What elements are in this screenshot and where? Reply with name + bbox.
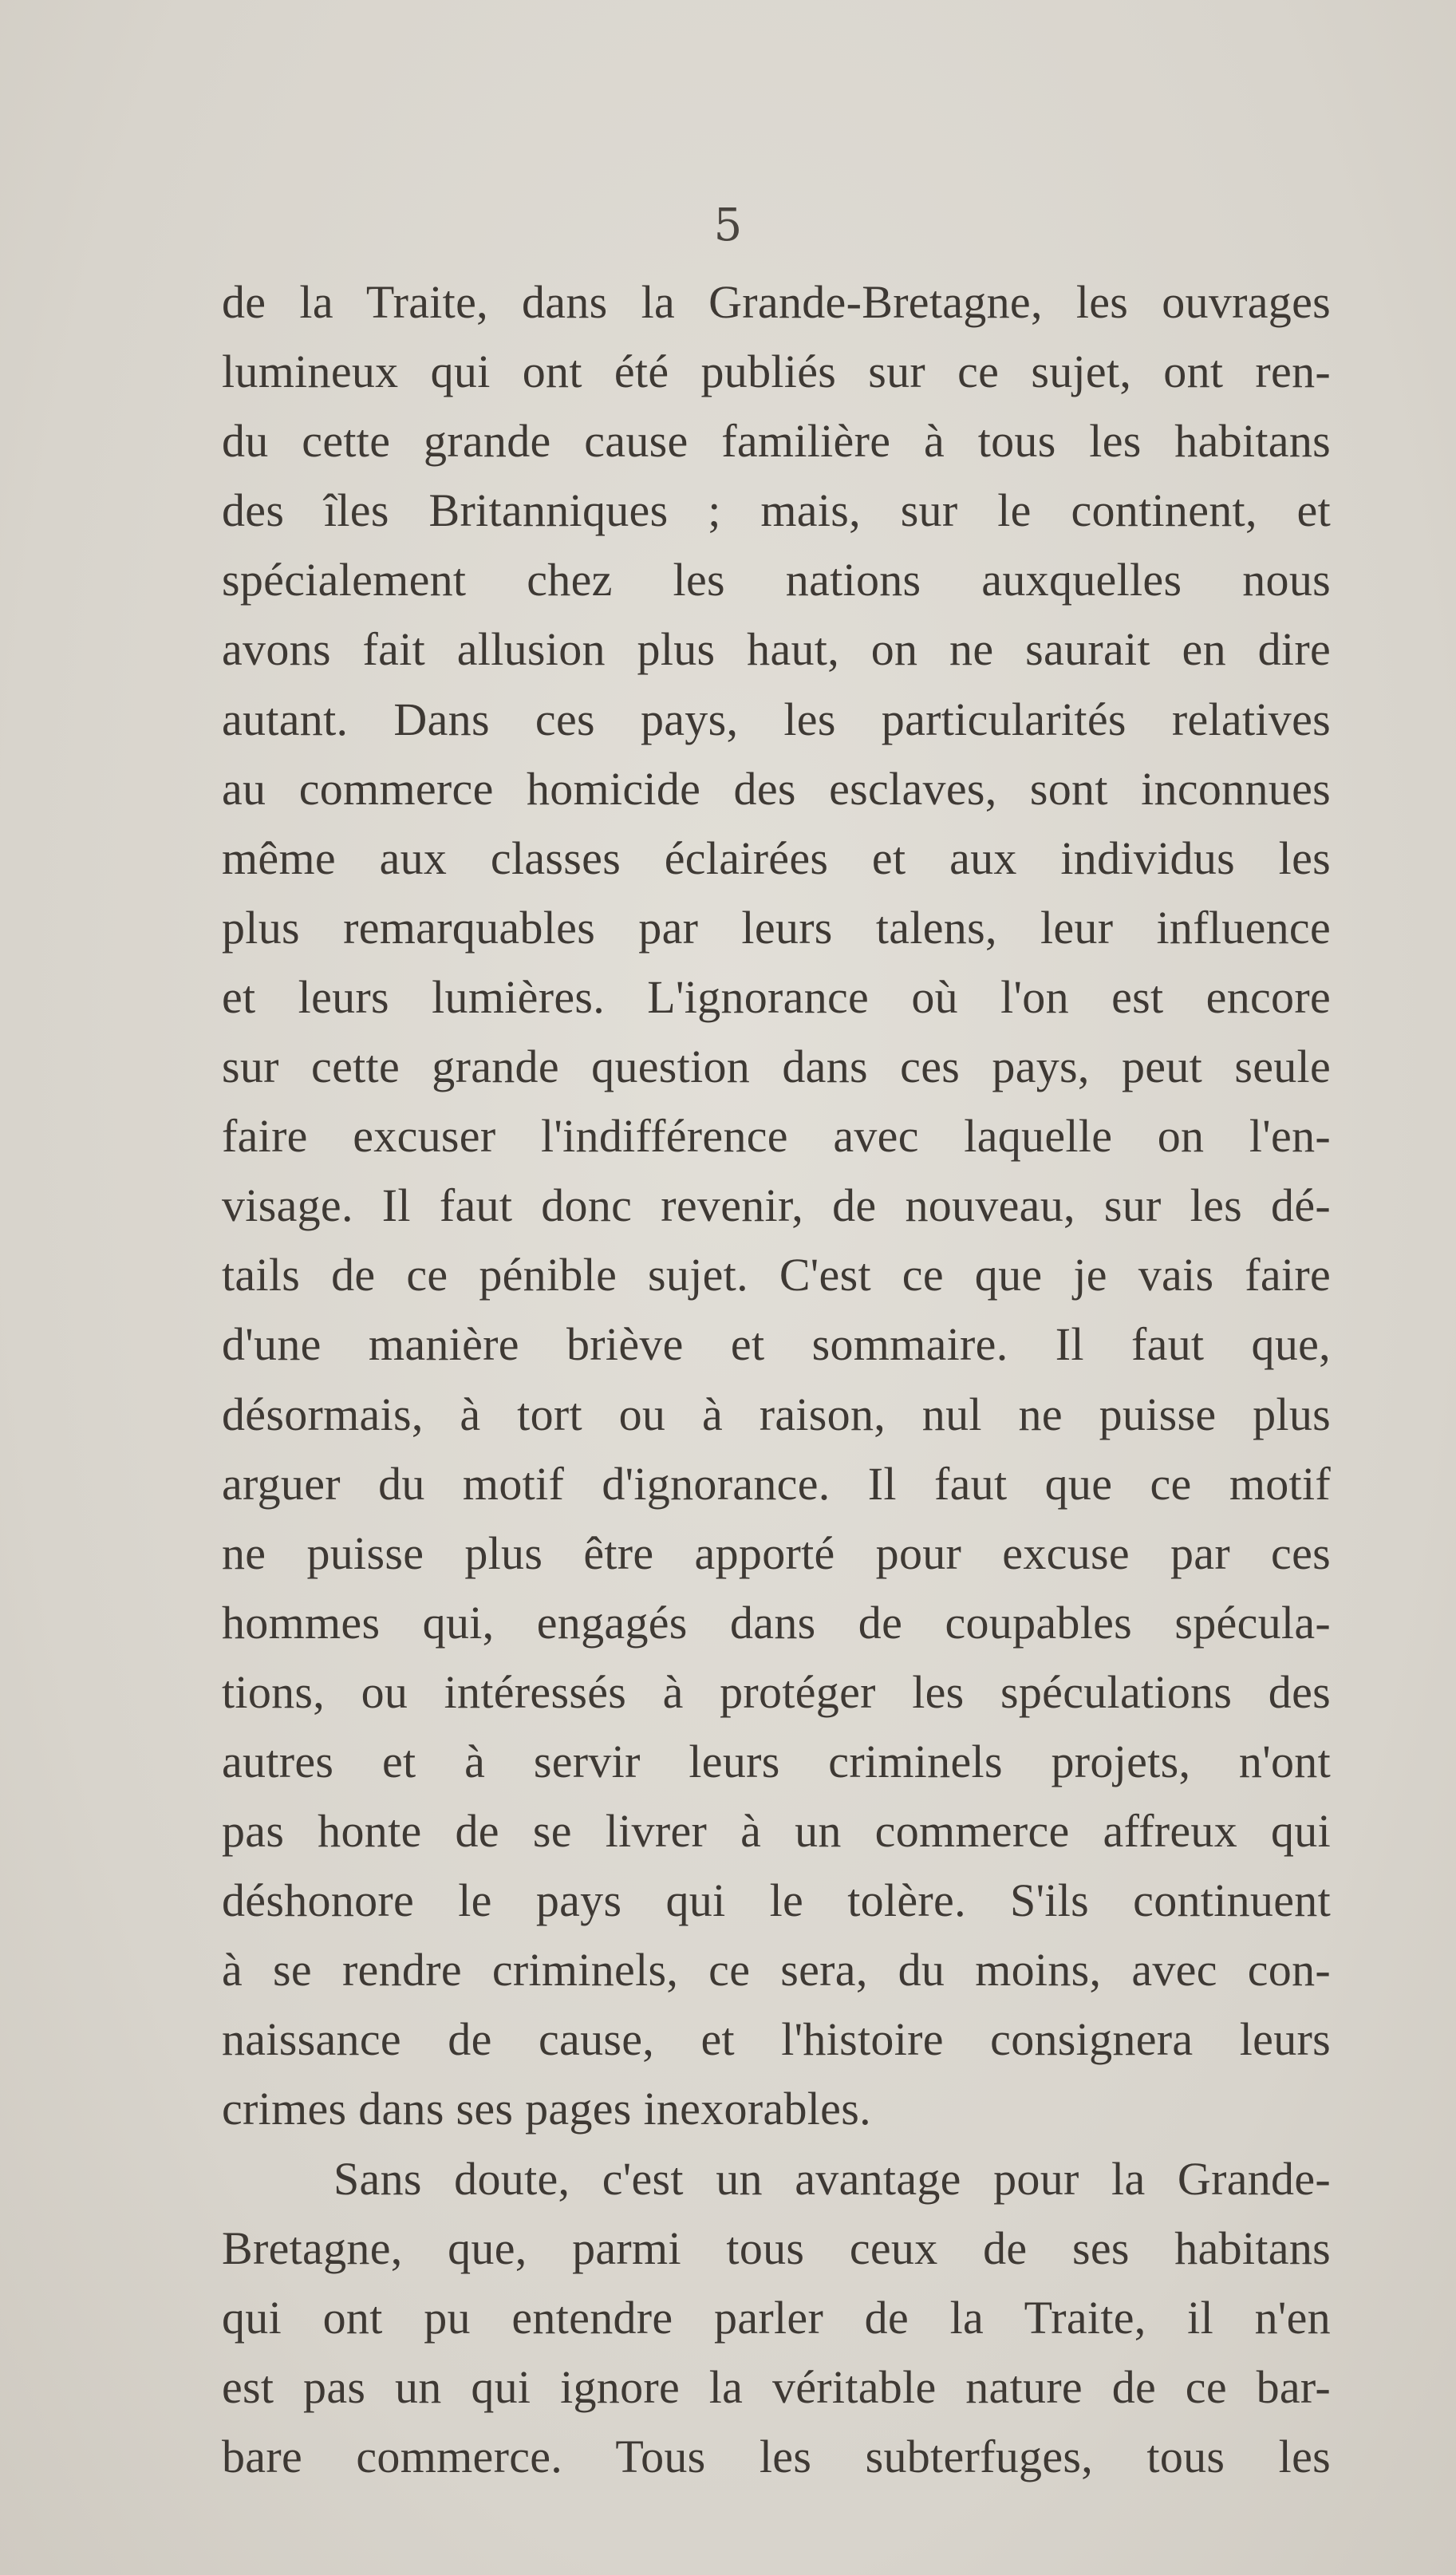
text-line: visage. Il faut donc revenir, de nouveau, sur les dé- (222, 1179, 1331, 1232)
text-line: tions, ou intéressés à protéger les spéculations des (222, 1665, 1331, 1718)
text-line: avons fait allusion plus haut, on ne saurait en dire (222, 623, 1331, 676)
text-line: plus remarquables par leurs talens, leur influence (222, 901, 1331, 954)
text-line: est pas un qui ignore la véritable nature de ce bar- (222, 2360, 1331, 2413)
text-line: sur cette grande question dans ces pays, peut seule (222, 1041, 1331, 1093)
paragraph-end-line: crimes dans ses pages inexorables. (222, 2083, 871, 2135)
text-line: d'une manière briève et sommaire. Il faut que, (222, 1318, 1331, 1371)
text-line: arguer du motif d'ignorance. Il faut que ce motif (222, 1457, 1331, 1510)
text-line: naissance de cause, et l'histoire consignera leurs (222, 2013, 1331, 2066)
text-line: Bretagne, que, parmi tous ceux de ses habitans (222, 2222, 1331, 2274)
text-line: ne puisse plus être apporté pour excuse par ces (222, 1526, 1331, 1579)
text-line: même aux classes éclairées et aux individus les (222, 831, 1331, 884)
text-line: déshonore le pays qui le tolère. S'ils continuent (222, 1874, 1331, 1927)
text-line: lumineux qui ont été publiés sur ce sujet, ont ren- (222, 346, 1331, 398)
text-line: qui ont pu entendre parler de la Traite, il n'en (222, 2291, 1331, 2344)
text-line: autant. Dans ces pays, les particularités relatives (222, 693, 1331, 745)
text-line: au commerce homicide des esclaves, sont inconnues (222, 762, 1331, 815)
text-line: désormais, à tort ou à raison, nul ne puisse plus (222, 1388, 1331, 1440)
text-line: du cette grande cause familière à tous les habitans (222, 415, 1331, 468)
text-line: faire excuser l'indifférence avec laquelle on l'en- (222, 1110, 1331, 1163)
page-number: 5 (713, 199, 743, 251)
text-line: de la Traite, dans la Grande-Bretagne, les ouvrages (222, 276, 1331, 328)
text-line: et leurs lumières. L'ignorance où l'on est encore (222, 970, 1331, 1023)
text-line: bare commerce. Tous les subterfuges, tous les (222, 2430, 1331, 2482)
text-line: des îles Britanniques ; mais, sur le continent, et (222, 484, 1331, 537)
text-line: pas honte de se livrer à un commerce affreux qui (222, 1805, 1331, 1858)
text-line: à se rendre criminels, ce sera, du moins, avec con- (222, 1944, 1331, 1996)
text-line: autres et à servir leurs criminels projets, n'ont (222, 1735, 1331, 1787)
body-text (222, 267, 1331, 2491)
text-line: tails de ce pénible sujet. C'est ce que je vais faire (222, 1249, 1331, 1301)
text-line: hommes qui, engagés dans de coupables spécula- (222, 1596, 1331, 1649)
text-line: spécialement chez les nations auxquelles nous (222, 554, 1331, 606)
paragraph-start-line: Sans doute, c'est un avantage pour la Grande- (333, 2152, 1331, 2205)
